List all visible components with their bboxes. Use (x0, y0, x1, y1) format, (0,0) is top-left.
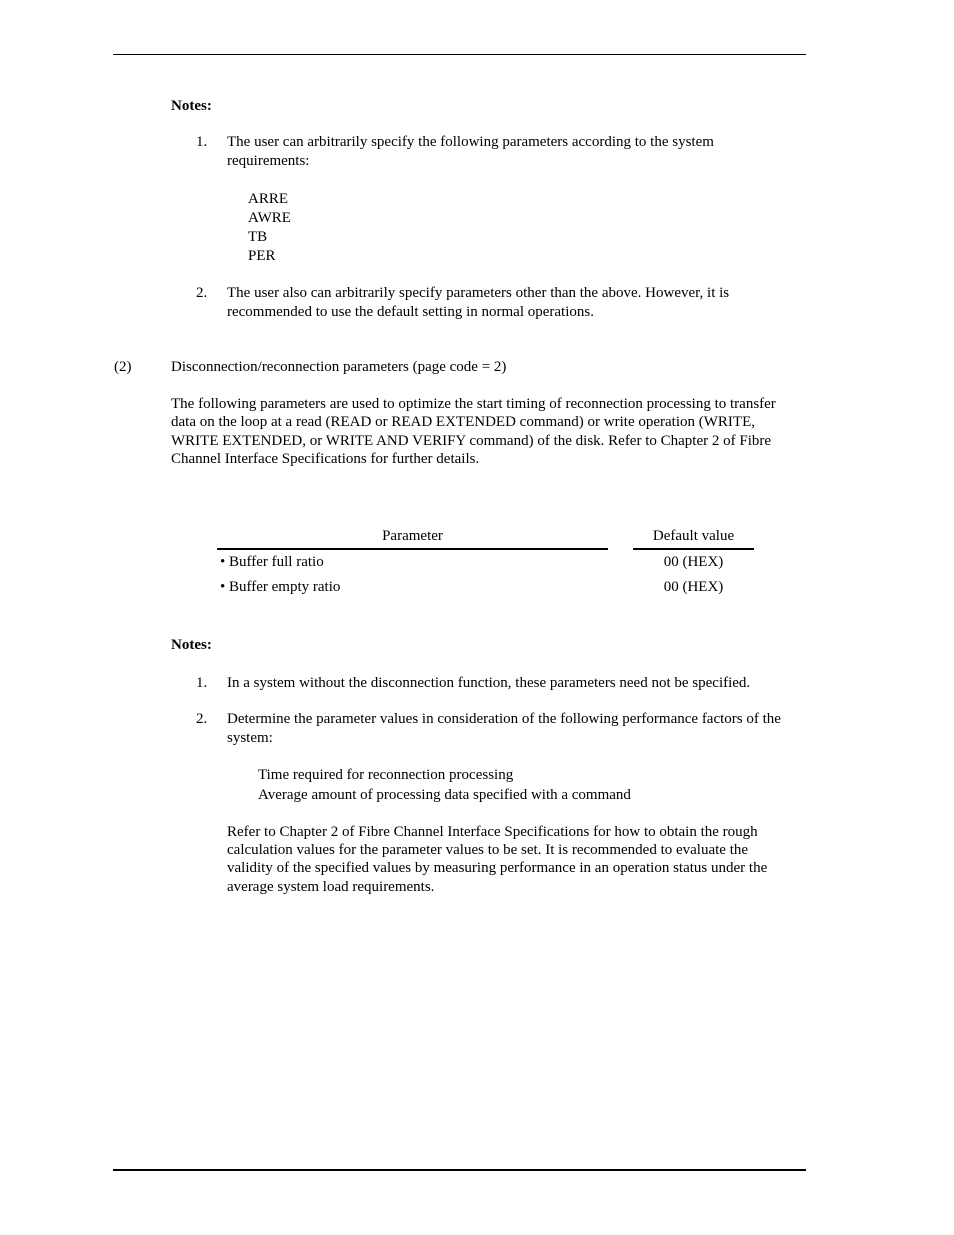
table-header-parameter: Parameter (382, 528, 443, 544)
param-item: ARRE (248, 191, 289, 207)
notes-heading: Notes: (171, 98, 212, 114)
refer-text-line: average system load requirements. (227, 879, 435, 895)
header-rule (113, 54, 806, 55)
note-text-line: Determine the parameter values in consideration of the following performance factors of the (227, 711, 781, 727)
param-item: AWRE (248, 210, 291, 226)
note-text-line: system: (227, 730, 273, 746)
table-cell-default: 00 (HEX) (663, 579, 724, 595)
note-text-line: requirements: (227, 153, 310, 169)
note-text-line: recommended to use the default setting in normal operations. (227, 304, 594, 320)
section-text-line: Channel Interface Specifications for further details. (171, 451, 480, 467)
refer-text-line: validity of the specified values by measuring performance in an operation status under the (227, 860, 768, 876)
section-number: (2) (114, 359, 132, 375)
param-item: PER (248, 248, 276, 264)
note-number: 2. (196, 711, 208, 727)
section-text-line: data on the loop at a read (READ or READ EXTENDED command) or write operation (WRITE, (171, 414, 755, 430)
table-cell-default: 00 (HEX) (663, 554, 724, 570)
table-header-default: Default value (652, 528, 735, 544)
footer-rule (113, 1169, 806, 1171)
table-cell-parameter: • Buffer full ratio (220, 554, 324, 570)
factor-item: Average amount of processing data specified with a command (258, 787, 631, 803)
note-text-line: The user can arbitrarily specify the following parameters according to the system (227, 134, 714, 150)
section-text-line: The following parameters are used to optimize the start timing of reconnection processing to transfer (171, 396, 776, 412)
section-text-line: WRITE EXTENDED, or WRITE AND VERIFY command) of the disk. Refer to Chapter 2 of Fibre (171, 433, 772, 449)
note-number: 1. (196, 675, 208, 691)
note-number: 1. (196, 134, 208, 150)
note-number: 2. (196, 285, 208, 301)
table-header-rule (633, 548, 754, 550)
param-item: TB (248, 229, 268, 245)
note-text-line: The user also can arbitrarily specify parameters other than the above. However, it is (227, 285, 730, 301)
factor-item: Time required for reconnection processing (258, 767, 514, 783)
refer-text-line: Refer to Chapter 2 of Fibre Channel Interface Specifications for how to obtain the rough (227, 824, 758, 840)
notes-heading: Notes: (171, 637, 212, 653)
table-header-rule (217, 548, 608, 550)
section-title: Disconnection/reconnection parameters (page code = 2) (171, 359, 507, 375)
refer-text-line: calculation values for the parameter values to be set. It is recommended to evaluate the (227, 842, 749, 858)
table-cell-parameter: • Buffer empty ratio (220, 579, 341, 595)
note-text-line: In a system without the disconnection function, these parameters need not be specified. (227, 675, 751, 691)
